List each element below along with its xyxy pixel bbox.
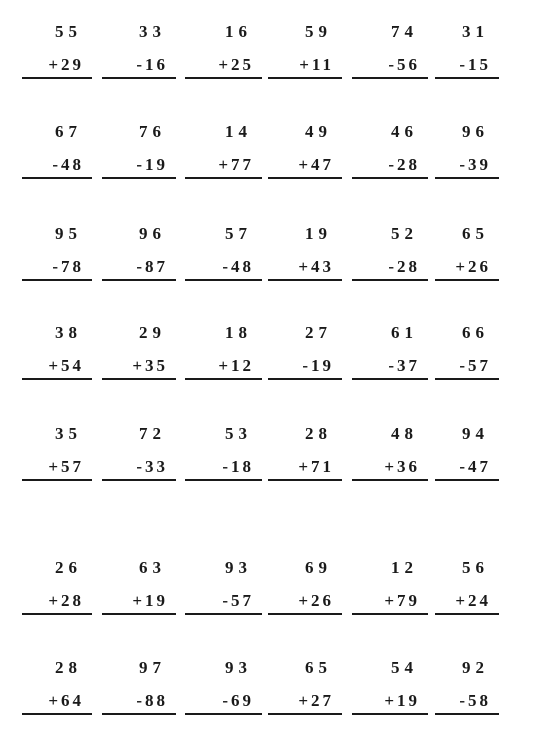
top-operand: 57 [225, 224, 252, 243]
bottom-operand: +71 [298, 457, 334, 476]
answer-line [185, 378, 262, 380]
problem [102, 224, 176, 284]
problem [22, 658, 92, 718]
answer-line [352, 279, 428, 281]
problem [268, 224, 342, 284]
problem [268, 22, 342, 82]
bottom-operand: -88 [136, 691, 168, 710]
problem-row-6 [0, 558, 538, 618]
top-operand: 19 [305, 224, 332, 243]
top-operand: 16 [225, 22, 252, 41]
bottom-operand: +26 [298, 591, 334, 610]
bottom-operand: -33 [136, 457, 168, 476]
top-operand: 67 [55, 122, 82, 141]
answer-line [185, 177, 262, 179]
answer-line [22, 177, 92, 179]
top-operand: 26 [55, 558, 82, 577]
answer-line [435, 378, 499, 380]
answer-line [22, 378, 92, 380]
answer-line [102, 279, 176, 281]
problem [435, 22, 499, 82]
answer-line [22, 479, 92, 481]
bottom-operand: +57 [48, 457, 84, 476]
top-operand: 59 [305, 22, 332, 41]
problem [22, 323, 92, 383]
bottom-operand: -87 [136, 257, 168, 276]
top-operand: 95 [55, 224, 82, 243]
top-operand: 18 [225, 323, 252, 342]
bottom-operand: -47 [459, 457, 491, 476]
bottom-operand: +12 [218, 356, 254, 375]
answer-line [102, 479, 176, 481]
bottom-operand: -28 [388, 155, 420, 174]
top-operand: 66 [462, 323, 489, 342]
answer-line [352, 177, 428, 179]
answer-line [22, 613, 92, 615]
problem [185, 224, 262, 284]
bottom-operand: +36 [384, 457, 420, 476]
bottom-operand: +64 [48, 691, 84, 710]
answer-line [102, 378, 176, 380]
answer-line [102, 177, 176, 179]
bottom-operand: +43 [298, 257, 334, 276]
bottom-operand: -19 [136, 155, 168, 174]
bottom-operand: -37 [388, 356, 420, 375]
answer-line [435, 279, 499, 281]
problem-row-5 [0, 424, 538, 484]
problem-row-1 [0, 22, 538, 82]
answer-line [102, 713, 176, 715]
top-operand: 93 [225, 658, 252, 677]
bottom-operand: -19 [302, 356, 334, 375]
bottom-operand: -56 [388, 55, 420, 74]
top-operand: 35 [55, 424, 82, 443]
answer-line [268, 479, 342, 481]
answer-line [185, 77, 262, 79]
top-operand: 72 [139, 424, 166, 443]
answer-line [22, 279, 92, 281]
answer-line [268, 77, 342, 79]
problem [268, 558, 342, 618]
top-operand: 53 [225, 424, 252, 443]
problem [352, 424, 428, 484]
problem [268, 658, 342, 718]
top-operand: 69 [305, 558, 332, 577]
top-operand: 65 [305, 658, 332, 677]
answer-line [185, 713, 262, 715]
problem [185, 122, 262, 182]
bottom-operand: +27 [298, 691, 334, 710]
top-operand: 96 [462, 122, 489, 141]
answer-line [435, 77, 499, 79]
top-operand: 49 [305, 122, 332, 141]
bottom-operand: +54 [48, 356, 84, 375]
problem [268, 122, 342, 182]
top-operand: 28 [305, 424, 332, 443]
answer-line [268, 177, 342, 179]
answer-line [268, 713, 342, 715]
answer-line [22, 77, 92, 79]
answer-line [352, 613, 428, 615]
top-operand: 28 [55, 658, 82, 677]
problem [185, 323, 262, 383]
answer-line [268, 613, 342, 615]
bottom-operand: -48 [52, 155, 84, 174]
top-operand: 27 [305, 323, 332, 342]
problem-row-3 [0, 224, 538, 284]
bottom-operand: +79 [384, 591, 420, 610]
bottom-operand: +19 [384, 691, 420, 710]
bottom-operand: +11 [299, 55, 334, 74]
top-operand: 92 [462, 658, 489, 677]
answer-line [352, 713, 428, 715]
problem [185, 558, 262, 618]
bottom-operand: -39 [459, 155, 491, 174]
top-operand: 74 [391, 22, 418, 41]
top-operand: 56 [462, 558, 489, 577]
problem [352, 323, 428, 383]
problem [102, 323, 176, 383]
problem [102, 122, 176, 182]
bottom-operand: +25 [218, 55, 254, 74]
answer-line [185, 479, 262, 481]
top-operand: 61 [391, 323, 418, 342]
problem [185, 424, 262, 484]
top-operand: 31 [462, 22, 489, 41]
bottom-operand: -18 [222, 457, 254, 476]
problem [22, 558, 92, 618]
answer-line [435, 479, 499, 481]
problem [352, 558, 428, 618]
top-operand: 63 [139, 558, 166, 577]
answer-line [268, 279, 342, 281]
bottom-operand: +29 [48, 55, 84, 74]
bottom-operand: -57 [459, 356, 491, 375]
problem-row-4 [0, 323, 538, 383]
top-operand: 65 [462, 224, 489, 243]
bottom-operand: +26 [455, 257, 491, 276]
problem-row-2 [0, 122, 538, 182]
bottom-operand: +28 [48, 591, 84, 610]
problem [268, 323, 342, 383]
answer-line [352, 479, 428, 481]
problem [352, 658, 428, 718]
answer-line [435, 713, 499, 715]
bottom-operand: -57 [222, 591, 254, 610]
problem [102, 22, 176, 82]
bottom-operand: +47 [298, 155, 334, 174]
top-operand: 46 [391, 122, 418, 141]
problem [102, 424, 176, 484]
problem [352, 224, 428, 284]
bottom-operand: -78 [52, 257, 84, 276]
problem [185, 22, 262, 82]
answer-line [185, 613, 262, 615]
problem-row-7 [0, 658, 538, 718]
answer-line [102, 613, 176, 615]
bottom-operand: -58 [459, 691, 491, 710]
problem [22, 22, 92, 82]
bottom-operand: +24 [455, 591, 491, 610]
top-operand: 38 [55, 323, 82, 342]
answer-line [435, 613, 499, 615]
problem [22, 424, 92, 484]
top-operand: 94 [462, 424, 489, 443]
problem [435, 558, 499, 618]
problem [352, 122, 428, 182]
problem [435, 323, 499, 383]
answer-line [435, 177, 499, 179]
problem [22, 224, 92, 284]
bottom-operand: -48 [222, 257, 254, 276]
answer-line [185, 279, 262, 281]
top-operand: 54 [391, 658, 418, 677]
top-operand: 12 [391, 558, 418, 577]
bottom-operand: -15 [459, 55, 491, 74]
top-operand: 52 [391, 224, 418, 243]
top-operand: 76 [139, 122, 166, 141]
top-operand: 33 [139, 22, 166, 41]
answer-line [102, 77, 176, 79]
top-operand: 97 [139, 658, 166, 677]
bottom-operand: -28 [388, 257, 420, 276]
problem [435, 658, 499, 718]
bottom-operand: +77 [218, 155, 254, 174]
problem [435, 224, 499, 284]
answer-line [22, 713, 92, 715]
top-operand: 29 [139, 323, 166, 342]
bottom-operand: +19 [132, 591, 168, 610]
top-operand: 55 [55, 22, 82, 41]
answer-line [268, 378, 342, 380]
answer-line [352, 378, 428, 380]
top-operand: 93 [225, 558, 252, 577]
problem [185, 658, 262, 718]
problem [268, 424, 342, 484]
bottom-operand: -69 [222, 691, 254, 710]
top-operand: 96 [139, 224, 166, 243]
problem [22, 122, 92, 182]
top-operand: 14 [225, 122, 252, 141]
problem [102, 658, 176, 718]
problem [435, 122, 499, 182]
bottom-operand: +35 [132, 356, 168, 375]
top-operand: 48 [391, 424, 418, 443]
problem [435, 424, 499, 484]
problem [102, 558, 176, 618]
bottom-operand: -16 [136, 55, 168, 74]
answer-line [352, 77, 428, 79]
problem [352, 22, 428, 82]
